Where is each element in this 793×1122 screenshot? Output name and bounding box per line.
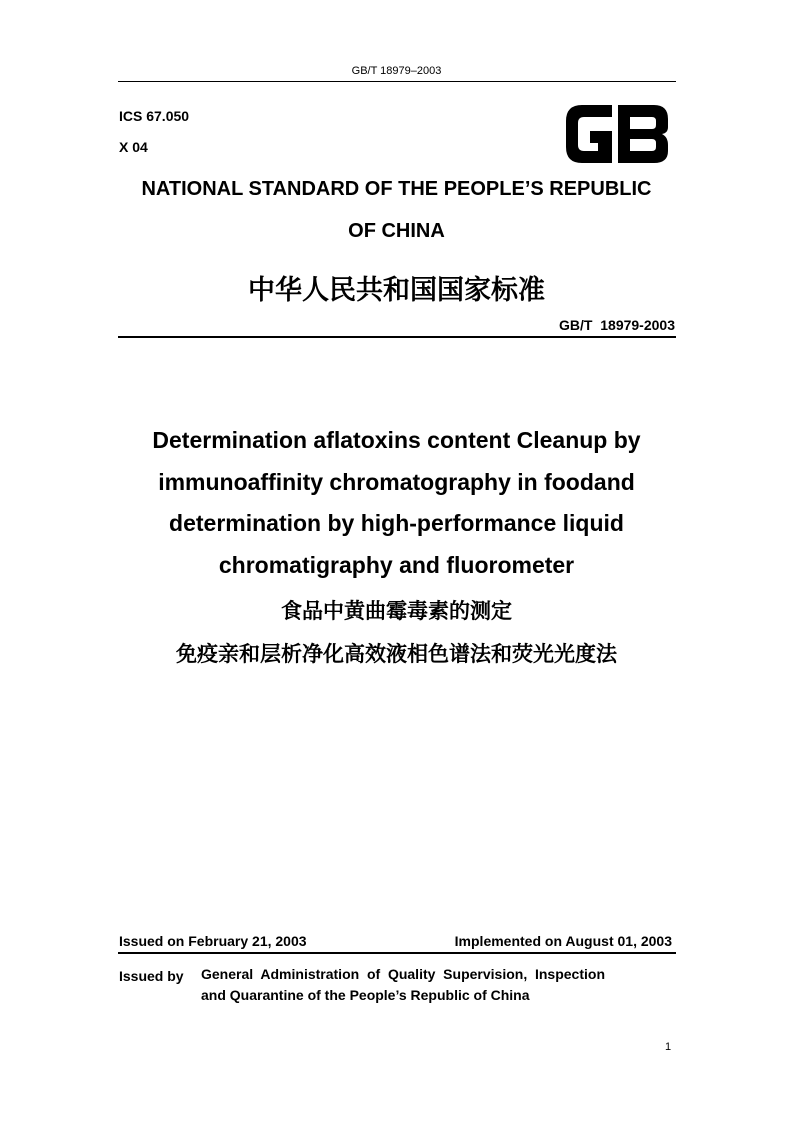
implemented-on: Implemented on August 01, 2003: [454, 933, 672, 949]
page-number: 1: [665, 1041, 672, 1053]
issued-by-line1: General Administration of Quality Supervision, Inspection: [201, 966, 605, 982]
header-rule: [118, 81, 676, 82]
standard-number: GB/T 18979-2003: [559, 317, 675, 333]
title-cn-line: 免疫亲和层析净化高效液相色谱法和荧光光度法: [176, 642, 617, 666]
national-standard-line1: NATIONAL STANDARD OF THE PEOPLE’S REPUBLIC: [141, 178, 652, 200]
ics-code: ICS 67.050: [119, 108, 190, 124]
title-en-line: determination by high-performance liquid: [169, 510, 624, 536]
issued-by-line2: and Quarantine of the People’s Republic of China: [201, 987, 530, 1003]
national-standard-line2: OF CHINA: [348, 220, 445, 242]
title-en: [0, 420, 793, 586]
dates-rule: [118, 952, 676, 954]
classification-code: X 04: [119, 139, 148, 155]
gb-logo: [562, 97, 672, 169]
title-cn-line: 食品中黄曲霉毒素的测定: [281, 599, 512, 623]
title-en-line: chromatigraphy and fluorometer: [218, 551, 575, 578]
title-rule: [118, 336, 676, 338]
title-en-line: immunoaffinity chromatography in foodand: [158, 468, 635, 495]
title-cn: [0, 590, 793, 676]
national-standard-cn: 中华人民共和国国家标准: [248, 275, 545, 306]
running-header: GB/T 18979–2003: [351, 65, 442, 77]
issued-on: Issued on February 21, 2003: [119, 933, 307, 949]
title-en-line: Determination aflatoxins content Cleanup by: [152, 427, 641, 453]
issued-by-label: Issued by: [119, 968, 184, 984]
